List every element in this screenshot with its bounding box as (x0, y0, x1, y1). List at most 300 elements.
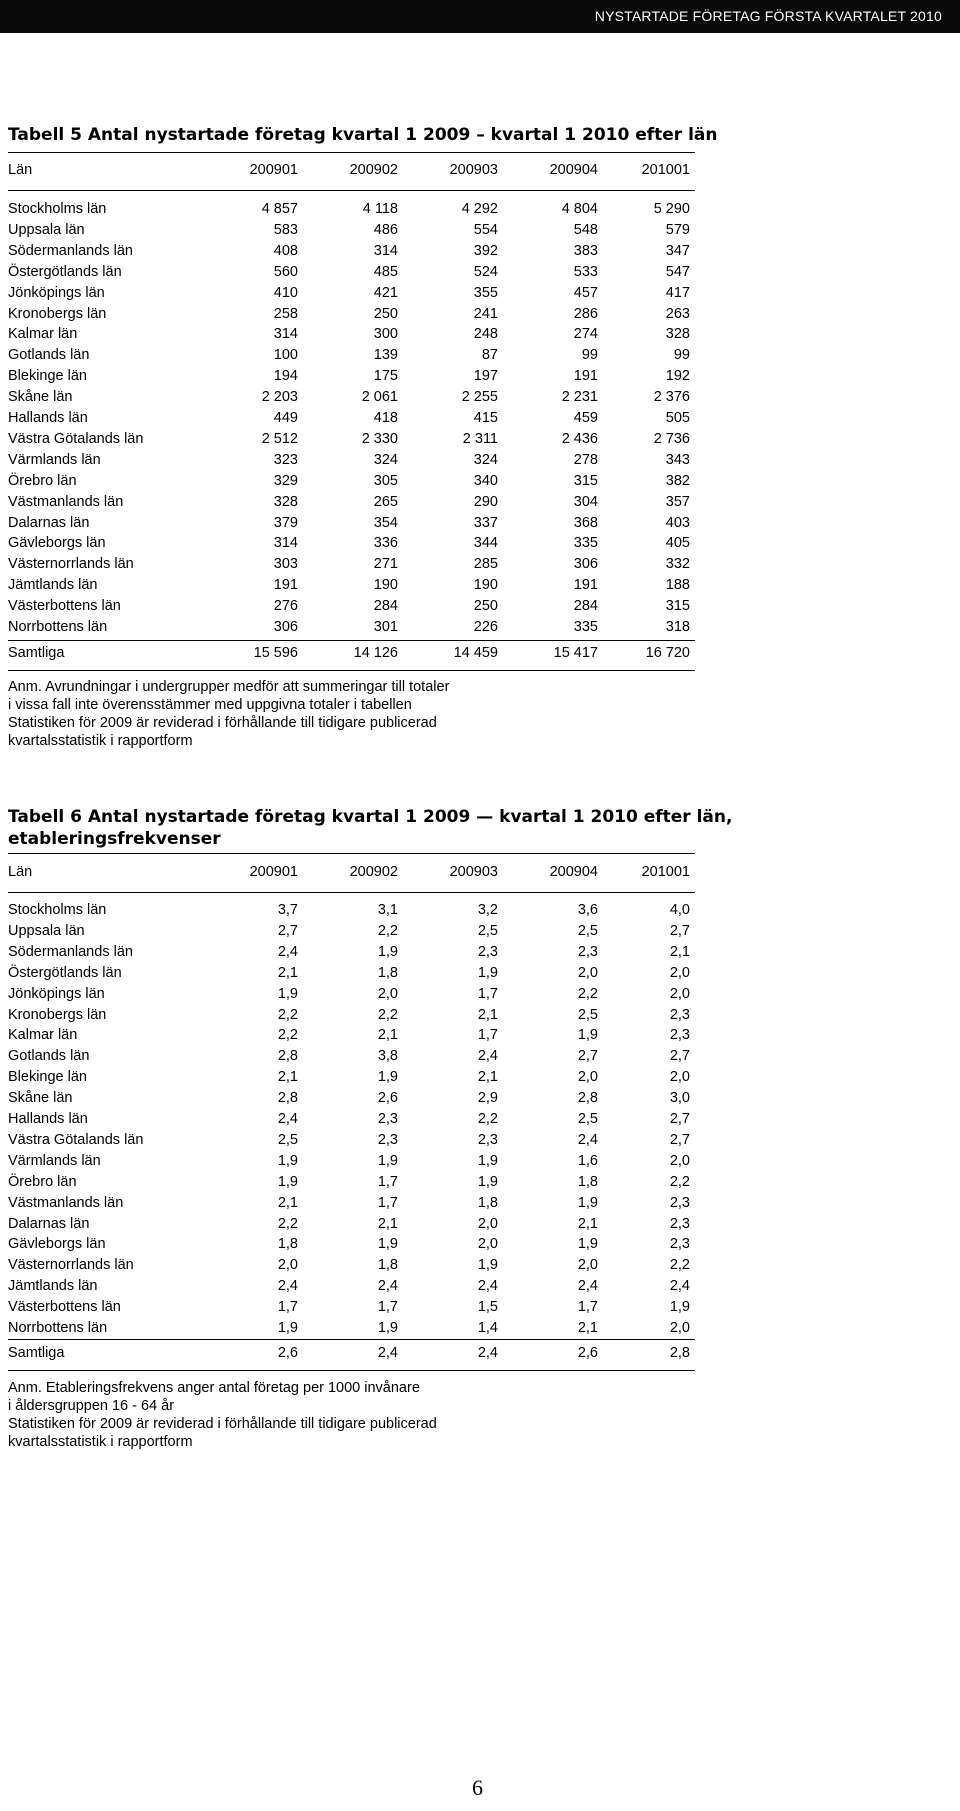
table-row (0, 1216, 960, 1236)
table-cell: 1,9 (577, 1194, 598, 1211)
table-cell: 194 (273, 368, 298, 385)
table-row (0, 201, 960, 221)
table-cell: 357 (665, 493, 690, 510)
table-cell: 1,9 (377, 1069, 398, 1086)
table-cell: 355 (473, 284, 498, 301)
table-cell: 1,7 (377, 1299, 398, 1316)
table-cell: 248 (473, 326, 498, 343)
table-cell: 1,8 (477, 1194, 498, 1211)
table-cell: 408 (273, 242, 298, 259)
table-cell: 2 436 (561, 430, 598, 447)
table-label: Kronobergs län (8, 1006, 107, 1023)
table-cell: 306 (273, 619, 298, 635)
table-cell: 2 512 (261, 430, 298, 447)
table-cell: 2,0 (577, 1257, 598, 1274)
table-cell: 1,9 (277, 1173, 298, 1190)
table-cell: 1,9 (477, 1152, 498, 1169)
table-cell: 382 (665, 472, 690, 489)
table-cell: 99 (673, 347, 690, 364)
table-cell: 2,0 (669, 1069, 690, 1086)
table-cell: 547 (665, 263, 690, 280)
total-cell: 15 596 (253, 645, 298, 661)
table-cell: 306 (573, 556, 598, 573)
table-cell: 1,9 (577, 1027, 598, 1044)
table-cell: 1,9 (377, 1152, 398, 1169)
table-cell: 2,2 (377, 1006, 398, 1023)
total-cell: 2,6 (277, 1345, 298, 1361)
running-header-title: NYSTARTADE FÖRETAG FÖRSTA KVARTALET 2010 (594, 8, 942, 24)
table-cell: 315 (573, 472, 598, 489)
table-row (0, 1027, 960, 1047)
table-cell: 2 376 (653, 389, 690, 406)
total-label: Samtliga (8, 1345, 65, 1361)
table-cell: 87 (481, 347, 498, 364)
table-label: Örebro län (8, 472, 77, 489)
note-line: Anm. Avrundningar i undergrupper medför att summeringar till totaler (8, 679, 450, 695)
table-cell: 2,0 (669, 1152, 690, 1169)
table-label: Jönköpings län (8, 985, 105, 1002)
table-cell: 2,0 (669, 964, 690, 981)
table-row (0, 1174, 960, 1194)
note-line: kvartalsstatistik i rapportform (8, 733, 193, 749)
table-cell: 99 (581, 347, 598, 364)
table-cell: 2,3 (477, 943, 498, 960)
table-cell: 383 (573, 242, 598, 259)
table-cell: 1,7 (377, 1194, 398, 1211)
table-label: Västerbottens län (8, 1299, 121, 1316)
table6-bottom-rule (8, 1370, 695, 1371)
table-label: Norrbottens län (8, 1320, 108, 1336)
column-header-cell: 201001 (641, 864, 690, 880)
table-label: Örebro län (8, 1173, 77, 1190)
table-cell: 4 857 (261, 201, 298, 217)
table5-total-row (0, 645, 960, 665)
table-cell: 2,1 (577, 1215, 598, 1232)
table5-header-row (0, 162, 960, 182)
table-cell: 2,3 (669, 1194, 690, 1211)
table-label: Kalmar län (8, 1027, 78, 1044)
column-header-cell: 200903 (449, 162, 498, 178)
table-cell: 2,2 (277, 1215, 298, 1232)
table-cell: 1,8 (377, 1257, 398, 1274)
total-cell: 2,4 (477, 1345, 498, 1361)
table-row (0, 243, 960, 263)
table-cell: 4 804 (561, 201, 598, 217)
table-cell: 459 (573, 410, 598, 426)
table-cell: 347 (665, 242, 690, 259)
table-cell: 2,3 (669, 1027, 690, 1044)
table-label: Södermanlands län (8, 242, 133, 259)
table-label: Västernorrlands län (8, 1257, 134, 1274)
table-row (0, 452, 960, 472)
table-label: Värmlands län (8, 1152, 101, 1169)
table-cell: 258 (273, 305, 298, 322)
table-cell: 1,7 (477, 1027, 498, 1044)
table-cell: 335 (573, 535, 598, 552)
table-row (0, 264, 960, 284)
column-header-cell: 200902 (349, 162, 398, 178)
table-cell: 335 (573, 619, 598, 635)
table6-total-row (0, 1345, 960, 1365)
table-label: Blekinge län (8, 1069, 87, 1086)
table-cell: 2,1 (377, 1215, 398, 1232)
table-cell: 2,1 (669, 943, 690, 960)
table-cell: 263 (665, 305, 690, 322)
table-cell: 241 (473, 305, 498, 322)
table-label: Hallands län (8, 410, 88, 426)
table6-total-rule (8, 1339, 695, 1340)
table-row (0, 1320, 960, 1340)
table-cell: 486 (373, 221, 398, 238)
table-cell: 379 (273, 514, 298, 531)
table-cell: 2,4 (577, 1131, 598, 1148)
table-cell: 190 (373, 577, 398, 594)
table-cell: 340 (473, 472, 498, 489)
table-row (0, 515, 960, 535)
table-cell: 524 (473, 263, 498, 280)
note-line: i åldersgruppen 16 - 64 år (8, 1398, 175, 1414)
table-cell: 1,9 (477, 1257, 498, 1274)
table-row (0, 326, 960, 346)
table-cell: 1,8 (277, 1236, 298, 1253)
table-cell: 139 (373, 347, 398, 364)
table-cell: 285 (473, 556, 498, 573)
table-row (0, 1257, 960, 1277)
table-cell: 2 231 (561, 389, 598, 406)
table-cell: 418 (373, 410, 398, 426)
table-cell: 2,0 (477, 1215, 498, 1232)
table-cell: 2,4 (277, 943, 298, 960)
table-cell: 3,8 (377, 1048, 398, 1065)
table-cell: 197 (473, 368, 498, 385)
table-label: Östergötlands län (8, 964, 122, 981)
table-cell: 1,8 (577, 1173, 598, 1190)
table-cell: 191 (573, 368, 598, 385)
table-cell: 2,2 (277, 1006, 298, 1023)
table-cell: 2 203 (261, 389, 298, 406)
table-cell: 2,1 (277, 964, 298, 981)
table-cell: 314 (373, 242, 398, 259)
table-cell: 2,7 (669, 922, 690, 939)
table-cell: 1,7 (377, 1173, 398, 1190)
column-header-label: Län (8, 864, 33, 880)
column-header-cell: 200904 (549, 162, 598, 178)
table-cell: 2,7 (277, 922, 298, 939)
table-cell: 190 (473, 577, 498, 594)
table-cell: 250 (473, 598, 498, 615)
table-cell: 548 (573, 221, 598, 238)
table-cell: 583 (273, 221, 298, 238)
total-cell: 14 459 (453, 645, 498, 661)
table-cell: 403 (665, 514, 690, 531)
table-cell: 449 (273, 410, 298, 426)
table-cell: 2,2 (377, 922, 398, 939)
table-cell: 324 (373, 451, 398, 468)
table-row (0, 1132, 960, 1152)
table5-title: Tabell 5 Antal nystartade företag kvartal 1 2009 – kvartal 1 2010 efter län (8, 125, 718, 145)
table-cell: 1,9 (669, 1299, 690, 1316)
table-label: Västernorrlands län (8, 556, 134, 573)
table-row (0, 389, 960, 409)
table-cell: 2,8 (577, 1090, 598, 1107)
table-cell: 300 (373, 326, 398, 343)
table-cell: 290 (473, 493, 498, 510)
table-cell: 392 (473, 242, 498, 259)
total-cell: 2,6 (577, 1345, 598, 1361)
table-cell: 2,0 (669, 1320, 690, 1336)
table-cell: 2,1 (477, 1006, 498, 1023)
table-cell: 1,8 (377, 964, 398, 981)
table-cell: 1,7 (577, 1299, 598, 1316)
column-header-cell: 200904 (549, 864, 598, 880)
note-line: Statistiken för 2009 är reviderad i förhållande till tidigare publicerad (8, 715, 437, 731)
table-row (0, 410, 960, 430)
table-cell: 278 (573, 451, 598, 468)
table-cell: 191 (273, 577, 298, 594)
table-cell: 4,0 (669, 902, 690, 918)
table-cell: 314 (273, 326, 298, 343)
table-row (0, 902, 960, 922)
table-cell: 354 (373, 514, 398, 531)
table6-notes (8, 1379, 437, 1451)
table-cell: 421 (373, 284, 398, 301)
table-cell: 315 (665, 598, 690, 615)
table-label: Dalarnas län (8, 514, 90, 531)
table-cell: 324 (473, 451, 498, 468)
table-row (0, 1090, 960, 1110)
total-cell: 2,4 (377, 1345, 398, 1361)
table-cell: 2 330 (361, 430, 398, 447)
table-cell: 328 (665, 326, 690, 343)
table-cell: 2,3 (669, 1006, 690, 1023)
table-cell: 4 118 (362, 201, 398, 217)
table-cell: 579 (665, 221, 690, 238)
table-cell: 329 (273, 472, 298, 489)
table-cell: 2,4 (477, 1278, 498, 1295)
table-row (0, 577, 960, 597)
table5-top-rule (8, 152, 695, 153)
table-cell: 457 (573, 284, 598, 301)
table-cell: 1,9 (277, 1152, 298, 1169)
table-cell: 2,2 (577, 985, 598, 1002)
table-cell: 2,3 (669, 1215, 690, 1232)
table-cell: 2,0 (577, 964, 598, 981)
table-cell: 301 (373, 619, 398, 635)
table6-title-line1: Tabell 6 Antal nystartade företag kvartal 1 2009 — kvartal 1 2010 efter län, (8, 807, 733, 827)
table-cell: 344 (473, 535, 498, 552)
table-cell: 2,7 (669, 1111, 690, 1127)
page-number: 6 (472, 1775, 483, 1800)
table-row (0, 944, 960, 964)
table-label: Gotlands län (8, 347, 90, 364)
table-cell: 2,8 (277, 1048, 298, 1065)
table-row (0, 1111, 960, 1131)
table-label: Skåne län (8, 1090, 73, 1107)
table-cell: 2,4 (477, 1048, 498, 1065)
table-cell: 410 (273, 284, 298, 301)
total-cell: 16 720 (645, 645, 690, 661)
table-label: Uppsala län (8, 221, 85, 238)
column-header-cell: 201001 (641, 162, 690, 178)
table-row (0, 556, 960, 576)
total-cell: 2,8 (669, 1345, 690, 1361)
table-cell: 192 (665, 368, 690, 385)
table-row (0, 619, 960, 639)
table-cell: 286 (573, 305, 598, 322)
running-header (0, 0, 960, 33)
table-row (0, 306, 960, 326)
table-cell: 2,2 (669, 1257, 690, 1274)
table-cell: 417 (665, 284, 690, 301)
table5-header-rule (8, 190, 695, 191)
table-cell: 314 (273, 535, 298, 552)
table-cell: 1,9 (477, 964, 498, 981)
table-cell: 2,4 (669, 1278, 690, 1295)
table-label: Blekinge län (8, 368, 87, 385)
table-cell: 1,9 (377, 943, 398, 960)
table-cell: 368 (573, 514, 598, 531)
table-cell: 188 (665, 577, 690, 594)
table-row (0, 368, 960, 388)
table-cell: 2,9 (477, 1090, 498, 1107)
table-label: Jämtlands län (8, 1278, 98, 1295)
table-row (0, 1195, 960, 1215)
column-header-label: Län (8, 162, 33, 178)
table-cell: 305 (373, 472, 398, 489)
table-row (0, 285, 960, 305)
table-cell: 2,2 (669, 1173, 690, 1190)
table-cell: 271 (373, 556, 398, 573)
table-cell: 3,6 (577, 902, 598, 918)
table-label: Södermanlands län (8, 943, 133, 960)
table-cell: 1,9 (477, 1173, 498, 1190)
note-line: Statistiken för 2009 är reviderad i förhållande till tidigare publicerad (8, 1416, 437, 1432)
table-label: Östergötlands län (8, 263, 122, 280)
table-cell: 2,7 (669, 1131, 690, 1148)
table-cell: 2,4 (377, 1278, 398, 1295)
table-cell: 2,1 (477, 1069, 498, 1086)
table-row (0, 923, 960, 943)
table-row (0, 1069, 960, 1089)
table-cell: 2,5 (577, 922, 598, 939)
table5-total-rule (8, 640, 695, 641)
table-cell: 284 (373, 598, 398, 615)
table-cell: 1,9 (377, 1236, 398, 1253)
table-cell: 1,5 (477, 1299, 498, 1316)
table-cell: 2,3 (669, 1236, 690, 1253)
table-cell: 191 (573, 577, 598, 594)
table-cell: 554 (473, 221, 498, 238)
table-cell: 2,0 (377, 985, 398, 1002)
table-cell: 2,5 (577, 1006, 598, 1023)
table-label: Värmlands län (8, 451, 101, 468)
table-label: Västra Götalands län (8, 430, 144, 447)
table-cell: 2,0 (277, 1257, 298, 1274)
table-row (0, 598, 960, 618)
table-cell: 2 736 (653, 430, 690, 447)
table-cell: 336 (373, 535, 398, 552)
table-row (0, 1278, 960, 1298)
table-cell: 2,3 (477, 1131, 498, 1148)
table-cell: 5 290 (653, 201, 690, 217)
table-cell: 332 (665, 556, 690, 573)
table-label: Västmanlands län (8, 493, 124, 510)
table-label: Västmanlands län (8, 1194, 124, 1211)
table-cell: 2,4 (277, 1111, 298, 1127)
table-cell: 100 (273, 347, 298, 364)
table-cell: 250 (373, 305, 398, 322)
table-cell: 3,0 (669, 1090, 690, 1107)
table-cell: 485 (373, 263, 398, 280)
table-row (0, 494, 960, 514)
table-row (0, 1236, 960, 1256)
table-row (0, 222, 960, 242)
table5-notes (8, 678, 449, 750)
table-cell: 2,1 (577, 1320, 598, 1336)
table-cell: 2,2 (477, 1111, 498, 1127)
table6-title-line2: etableringsfrekvenser (8, 829, 221, 849)
table-row (0, 1299, 960, 1319)
table-cell: 1,9 (377, 1320, 398, 1336)
table-label: Jönköpings län (8, 284, 105, 301)
table-cell: 1,9 (277, 1320, 298, 1336)
column-header-cell: 200902 (349, 864, 398, 880)
table-cell: 337 (473, 514, 498, 531)
table-cell: 2,4 (277, 1278, 298, 1295)
table-label: Jämtlands län (8, 577, 98, 594)
table-cell: 2,3 (377, 1131, 398, 1148)
table-cell: 1,9 (577, 1236, 598, 1253)
table-label: Gotlands län (8, 1048, 90, 1065)
table-row (0, 535, 960, 555)
table-cell: 226 (473, 619, 498, 635)
table-cell: 2,5 (577, 1111, 598, 1127)
table-cell: 2,6 (377, 1090, 398, 1107)
table-cell: 2,4 (577, 1278, 598, 1295)
table-label: Norrbottens län (8, 619, 108, 635)
table-cell: 328 (273, 493, 298, 510)
table-label: Kalmar län (8, 326, 78, 343)
table-cell: 415 (473, 410, 498, 426)
table-row (0, 473, 960, 493)
table-cell: 2,7 (669, 1048, 690, 1065)
table-cell: 274 (573, 326, 598, 343)
table6-header-row (0, 864, 960, 884)
column-header-cell: 200903 (449, 864, 498, 880)
table-cell: 2,1 (277, 1069, 298, 1086)
table-label: Hallands län (8, 1111, 88, 1127)
column-header-cell: 200901 (249, 864, 298, 880)
table-label: Stockholms län (8, 201, 107, 217)
table-cell: 2,0 (577, 1069, 598, 1086)
table-cell: 276 (273, 598, 298, 615)
table-cell: 1,7 (477, 985, 498, 1002)
table-cell: 303 (273, 556, 298, 573)
table-cell: 284 (573, 598, 598, 615)
table-cell: 265 (373, 493, 398, 510)
table-row (0, 1007, 960, 1027)
table-label: Uppsala län (8, 922, 85, 939)
table-cell: 323 (273, 451, 298, 468)
table-row (0, 1048, 960, 1068)
table-row (0, 347, 960, 367)
table-cell: 533 (573, 263, 598, 280)
table-cell: 2,3 (577, 943, 598, 960)
total-cell: 14 126 (353, 645, 398, 661)
table-cell: 318 (665, 619, 690, 635)
table-cell: 1,9 (277, 985, 298, 1002)
table-cell: 343 (665, 451, 690, 468)
